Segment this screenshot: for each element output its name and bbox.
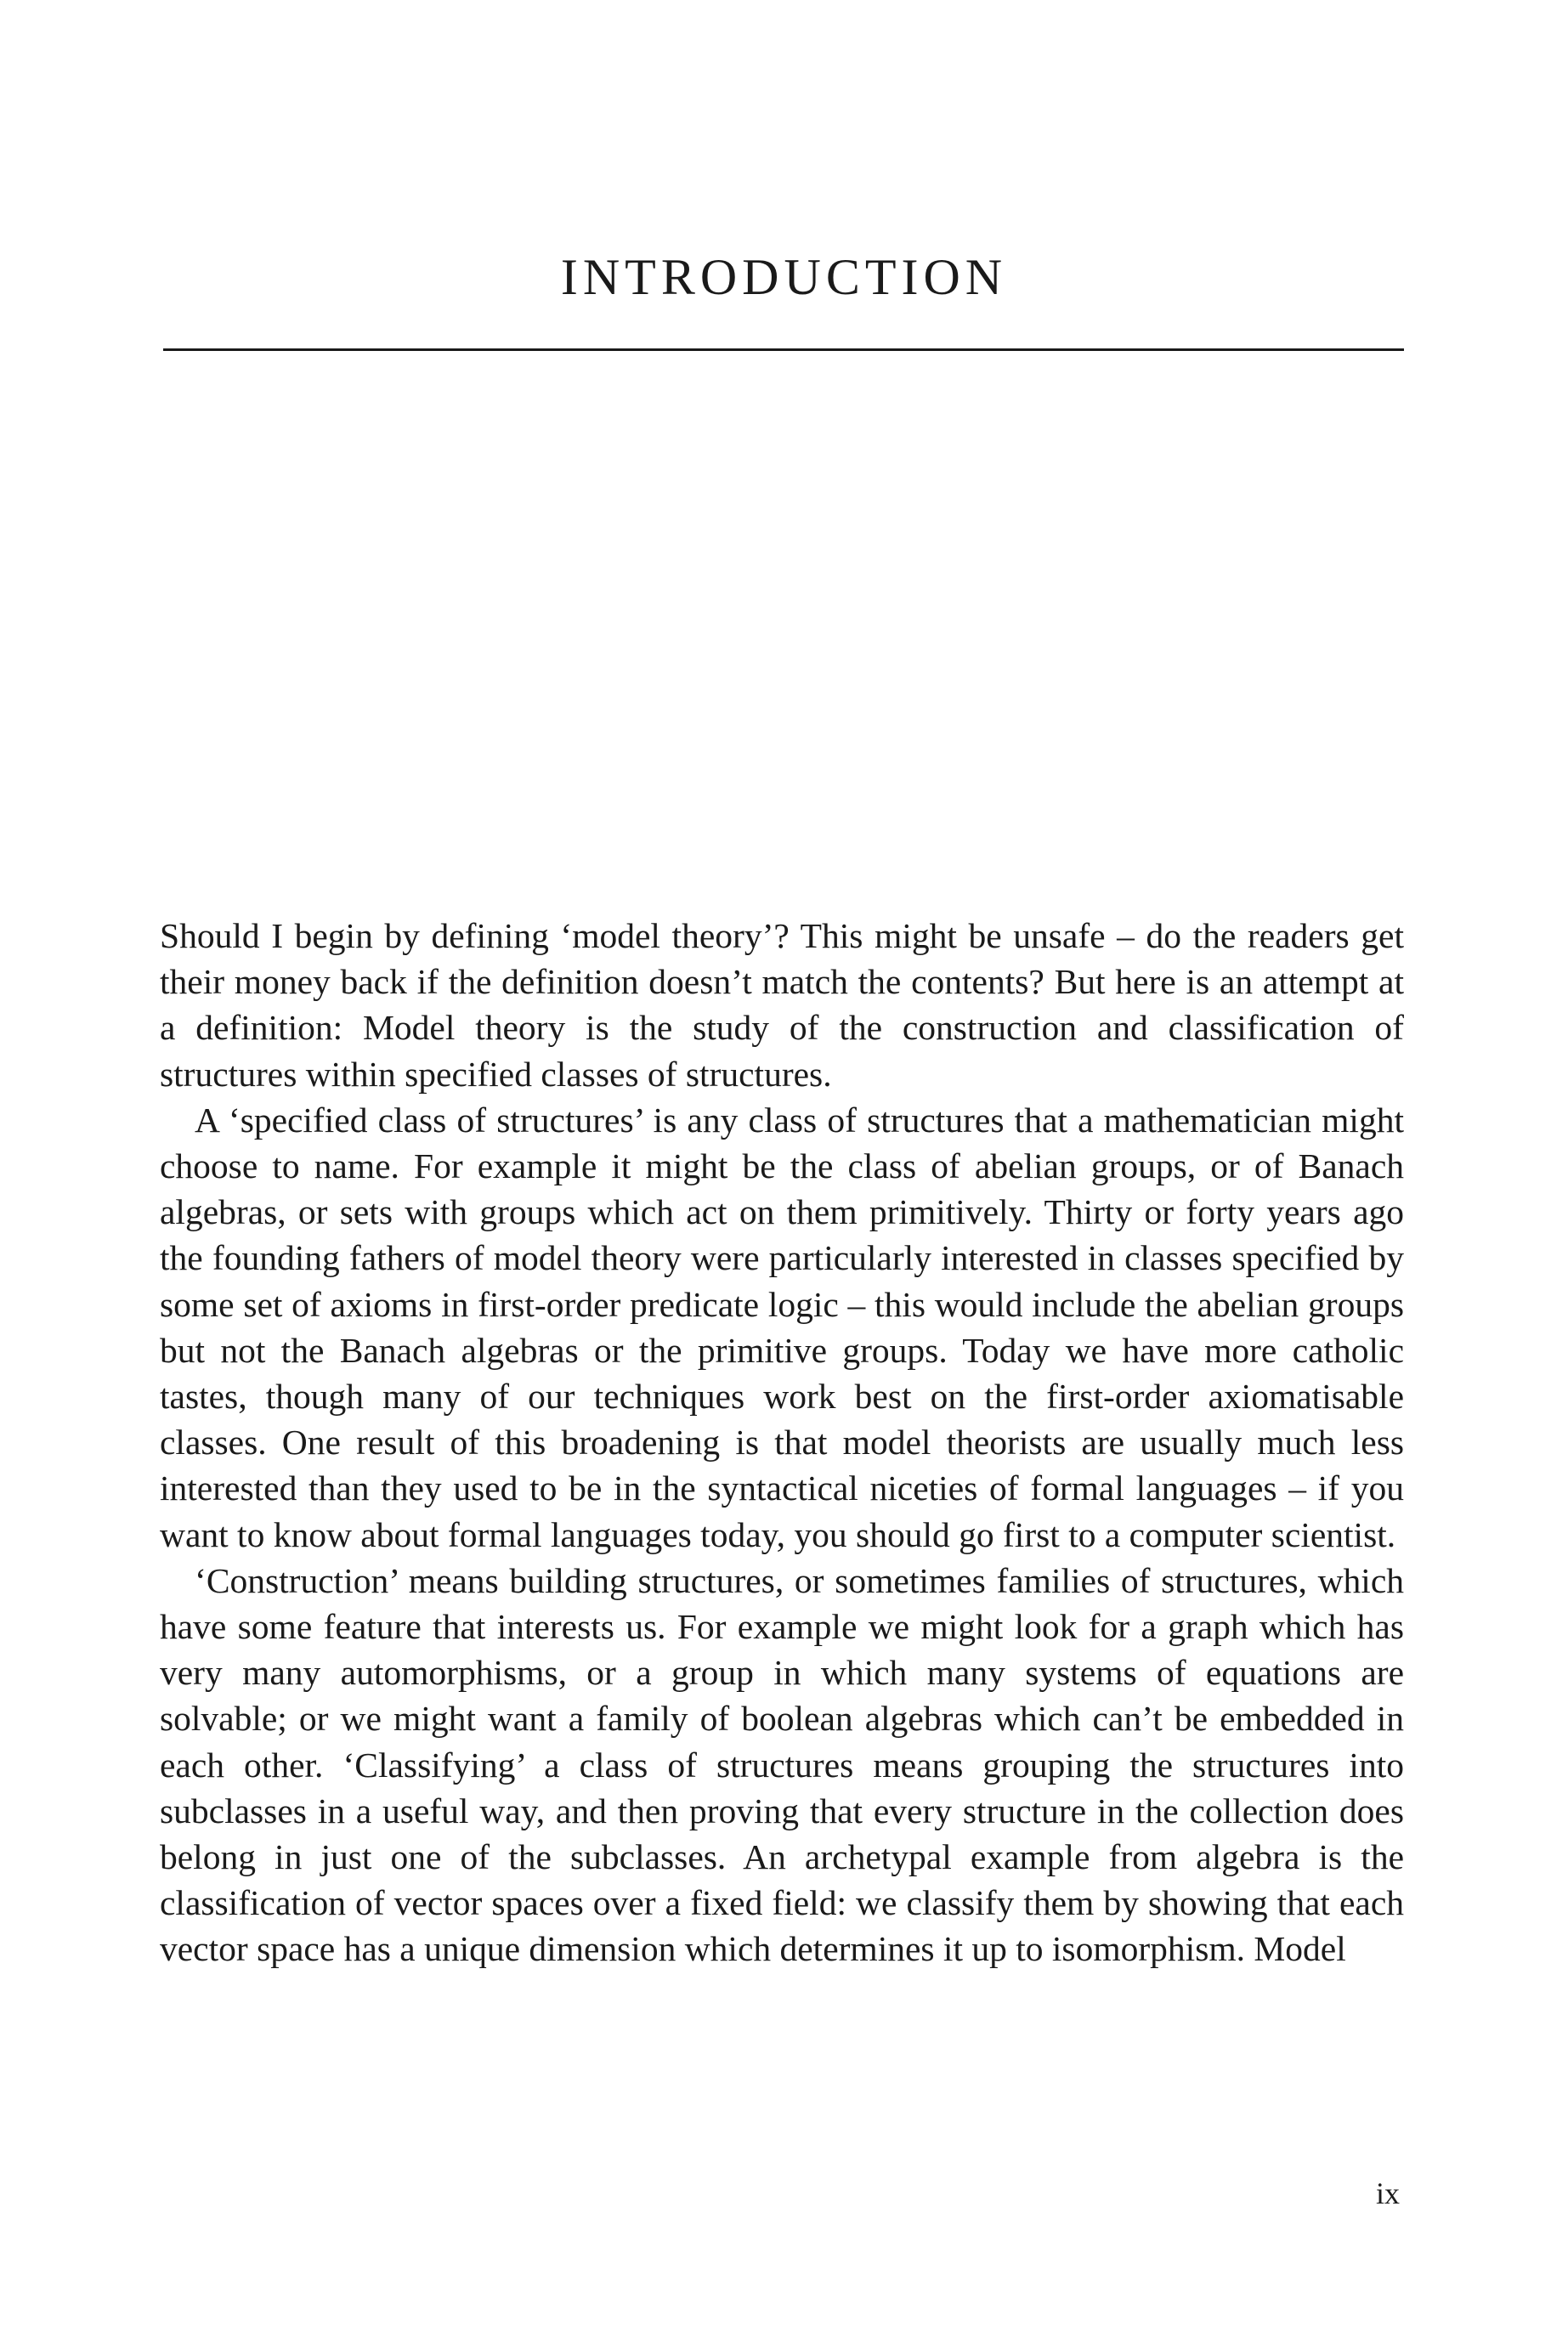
title-rule (163, 348, 1404, 351)
paragraph-3: ‘Construction’ means building structures, or sometimes families of structures, which have some feature that interests us. For example we might look for a graph which has very many automorphisms, or a group in which many systems of equations are solvable; or we might want a family of boolean algebras which can’t be embedded in each other. ‘Classifying’ a class of structures means grouping the structures into subclasses in a useful way, and then proving that every structure in the collection does belong in just one of the subclasses. An archetypal example from algebra is the classification of vector spaces over a fixed field: we classify them by showing that each vector space has a unique dimension which determines it up to isomorphism. Model (160, 1560, 1404, 1969)
page-number: ix (1375, 2176, 1400, 2210)
paragraph-1: Should I begin by defining ‘model theory’? This might be unsafe – do the readers get their money back if the definition doesn’t match the contents? But here is an attempt at a definition: Model theory is the study of the construction and classification of structures within specified classes of structures. (160, 916, 1404, 1094)
chapter-title: INTRODUCTION (560, 249, 1008, 305)
paragraph-2: A ‘specified class of structures’ is any class of structures that a mathematician might choose to name. For example it might be the class of abelian groups, or of Banach algebras, or sets with groups which act on them primitively. Thirty or forty years ago the founding fathers of model theory were particularly interested in classes specified by some set of axioms in first-order predicate logic – this would include the abelian groups but not the Banach algebras or the primitive groups. Today we have more catholic tastes, though many of our techniques work best on the first-order axiomatisable classes. One result of this broadening is that model theorists are usually much less interested than they used to be in the syntactical niceties of formal languages – if you want to know about formal languages today, you should go first to a computer scientist. (160, 1100, 1404, 1554)
body-text (160, 913, 1404, 1972)
